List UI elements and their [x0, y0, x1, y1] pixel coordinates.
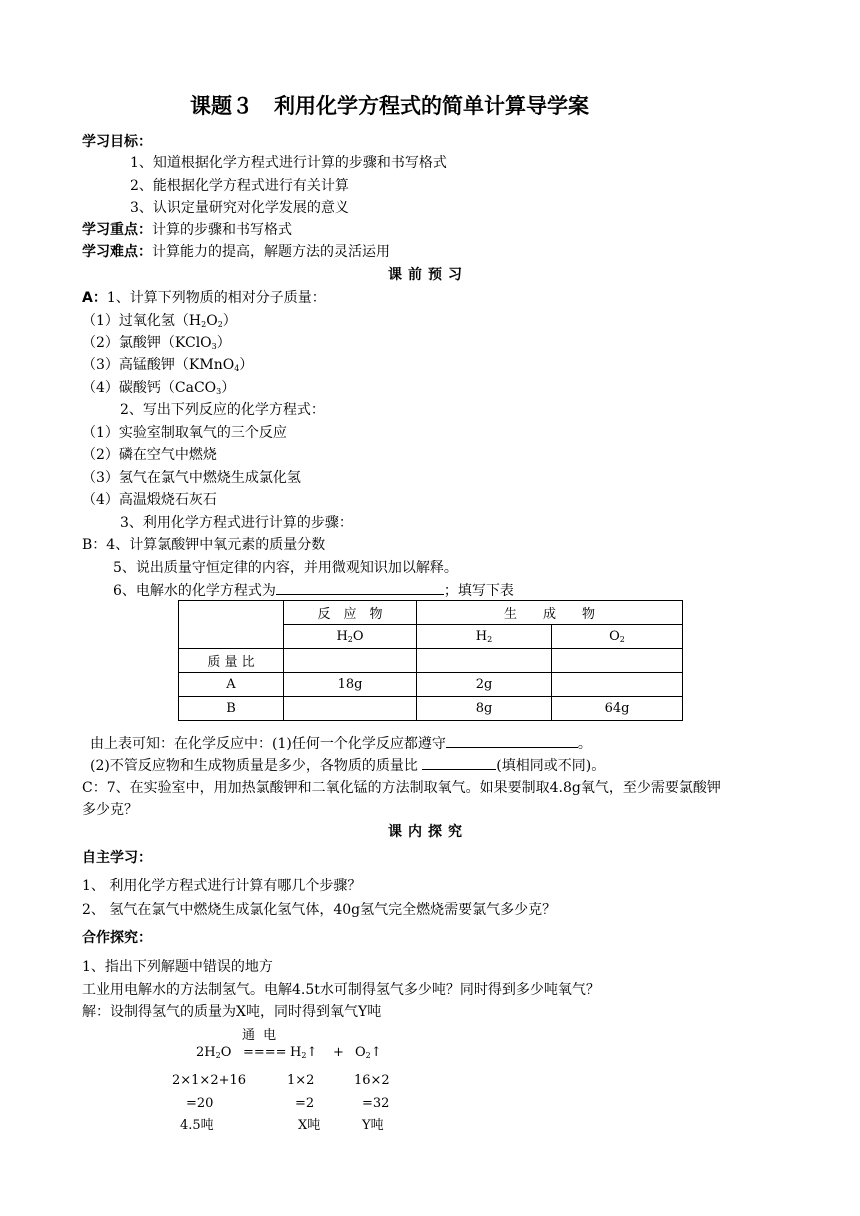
q2-item: （3）氢气在氯气中燃烧生成氯化氢 — [82, 470, 301, 486]
equation-cell: =32 — [362, 1096, 390, 1111]
section-a-label: A： — [82, 290, 107, 306]
objectives-label: 学习目标： — [82, 134, 152, 150]
equation-cell: X吨 — [298, 1118, 321, 1133]
table-row — [179, 697, 683, 721]
species-cell: $H_2O$ — [284, 625, 417, 649]
table-cell[interactable] — [552, 673, 683, 697]
preview-q1-line — [82, 290, 326, 306]
preview-c-line-cont: 多少克？ — [82, 802, 138, 818]
equation-cell: 2×1×2+16 — [172, 1073, 247, 1088]
conclusion-1: 由上表可知：在化学反应中：(1)任何一个化学反应都遵守 。 — [90, 736, 592, 752]
equation-product-h2: $H_2↑$ — [290, 1045, 318, 1060]
coop-label: 合作探究： — [82, 930, 152, 946]
objective-item: 1、知道根据化学方程式进行计算的步骤和书写格式 — [130, 155, 447, 171]
row-label: A — [179, 673, 284, 697]
table-cell[interactable] — [417, 649, 552, 673]
preview-q6: 6、电解水的化学方程式为 ；填写下表 — [113, 583, 514, 599]
preview-heading: 课前预习 — [388, 267, 468, 283]
equation-arrow: ==== — [243, 1045, 287, 1060]
table-cell: 8g — [417, 697, 552, 721]
coop-solution: 解：设制得氢气的质量为X吨，同时得到氧气Y吨 — [82, 1004, 382, 1020]
preview-b-line: B：4、计算氯酸钾中氧元素的质量分数 — [82, 537, 326, 553]
table-row — [179, 601, 683, 625]
equation-cell: =2 — [295, 1096, 315, 1111]
conclusion-2: (2)不管反应物和生成物质量是多少，各物质的质量比 (填相同或不同)。 — [90, 758, 606, 774]
mass-ratio-table — [178, 600, 683, 721]
q2-item: （1）实验室制取氧气的三个反应 — [82, 425, 287, 441]
reaction-condition: 通 电 — [242, 1028, 279, 1043]
preview-q5: 5、说出质量守恒定律的内容，并用微观知识加以解释。 — [113, 560, 458, 576]
answer-blank[interactable] — [276, 582, 444, 595]
preview-q2: 2、写出下列反应的化学方程式： — [120, 402, 325, 418]
difficulty-label: 学习难点： — [82, 244, 152, 260]
q2-item: （4）高温煅烧石灰石 — [82, 492, 217, 508]
q1-item: （4）碳酸钙（CaCO$_3$） — [82, 380, 236, 396]
equation-cell: 16×2 — [354, 1073, 390, 1088]
preview-q1: 1、计算下列物质的相对分子质量： — [106, 290, 326, 306]
table-cell[interactable] — [284, 697, 417, 721]
difficulty-text: 计算能力的提高，解题方法的灵活运用 — [152, 244, 390, 260]
key-point-text: 计算的步骤和书写格式 — [152, 222, 292, 238]
key-point-line — [82, 222, 292, 238]
species-cell: $O_2$ — [552, 625, 683, 649]
table-cell: 64g — [552, 697, 683, 721]
inclass-heading: 课内探究 — [388, 824, 468, 840]
coop-problem: 工业用电解水的方法制氢气。电解4.5t水可制得氢气多少吨？同时得到多少吨氧气？ — [82, 982, 600, 998]
difficulty-line — [82, 244, 390, 260]
answer-blank[interactable] — [446, 735, 578, 748]
equation-cell: 1×2 — [287, 1073, 315, 1088]
q1-item: （3）高锰酸钾（KMnO$_4$） — [82, 357, 254, 373]
equation-reactant: $2H_2O$ — [196, 1045, 232, 1060]
table-cell[interactable] — [284, 649, 417, 673]
equation-cell: =20 — [186, 1096, 214, 1111]
row-label: 质 量 比 — [179, 649, 284, 673]
equation-cell: 4.5吨 — [180, 1118, 214, 1133]
self-study-label: 自主学习： — [82, 850, 152, 866]
self-study-item: 2、 氢气在氯气中燃烧生成氯化氢气体，40g氢气完全燃烧需要氯气多少克？ — [82, 902, 557, 918]
q1-item: （2）氯酸钾（KClO$_3$） — [82, 335, 231, 351]
equation-plus: + — [333, 1045, 344, 1060]
product-header: 生 成 物 — [417, 601, 683, 625]
q2-item: （2）磷在空气中燃烧 — [82, 447, 217, 463]
table-cell: 18g — [284, 673, 417, 697]
reactant-header: 反 应 物 — [284, 601, 417, 625]
equation-cell: Y吨 — [362, 1118, 384, 1133]
preview-q3: 3、利用化学方程式进行计算的步骤： — [120, 515, 353, 531]
table-row — [179, 649, 683, 673]
coop-question: 1、指出下列解题中错误的地方 — [82, 959, 273, 975]
page-title: 课题３ 利用化学方程式的简单计算导学案 — [190, 94, 589, 118]
key-point-label: 学习重点： — [82, 222, 152, 238]
table-cell: 2g — [417, 673, 552, 697]
self-study-item: 1、 利用化学方程式进行计算有哪几个步骤？ — [82, 878, 362, 894]
answer-blank[interactable] — [422, 757, 496, 770]
preview-c-line: C：7、在实验室中，用加热氯酸钾和二氧化锰的方法制取氧气。如果要制取4.8g氧气，至少需要氯酸钾 — [82, 780, 721, 796]
objective-item: 2、能根据化学方程式进行有关计算 — [130, 178, 349, 194]
equation-product-o2: $O_2↑$ — [355, 1045, 382, 1060]
row-label: B — [179, 697, 284, 721]
objective-item: 3、认识定量研究对化学发展的意义 — [130, 200, 349, 216]
table-row — [179, 673, 683, 697]
species-cell: $H_2$ — [417, 625, 552, 649]
q1-item: （1）过氧化氢$(H_2O_2)$ — [82, 313, 237, 329]
table-cell[interactable] — [552, 649, 683, 673]
table-corner-cell — [179, 601, 284, 649]
